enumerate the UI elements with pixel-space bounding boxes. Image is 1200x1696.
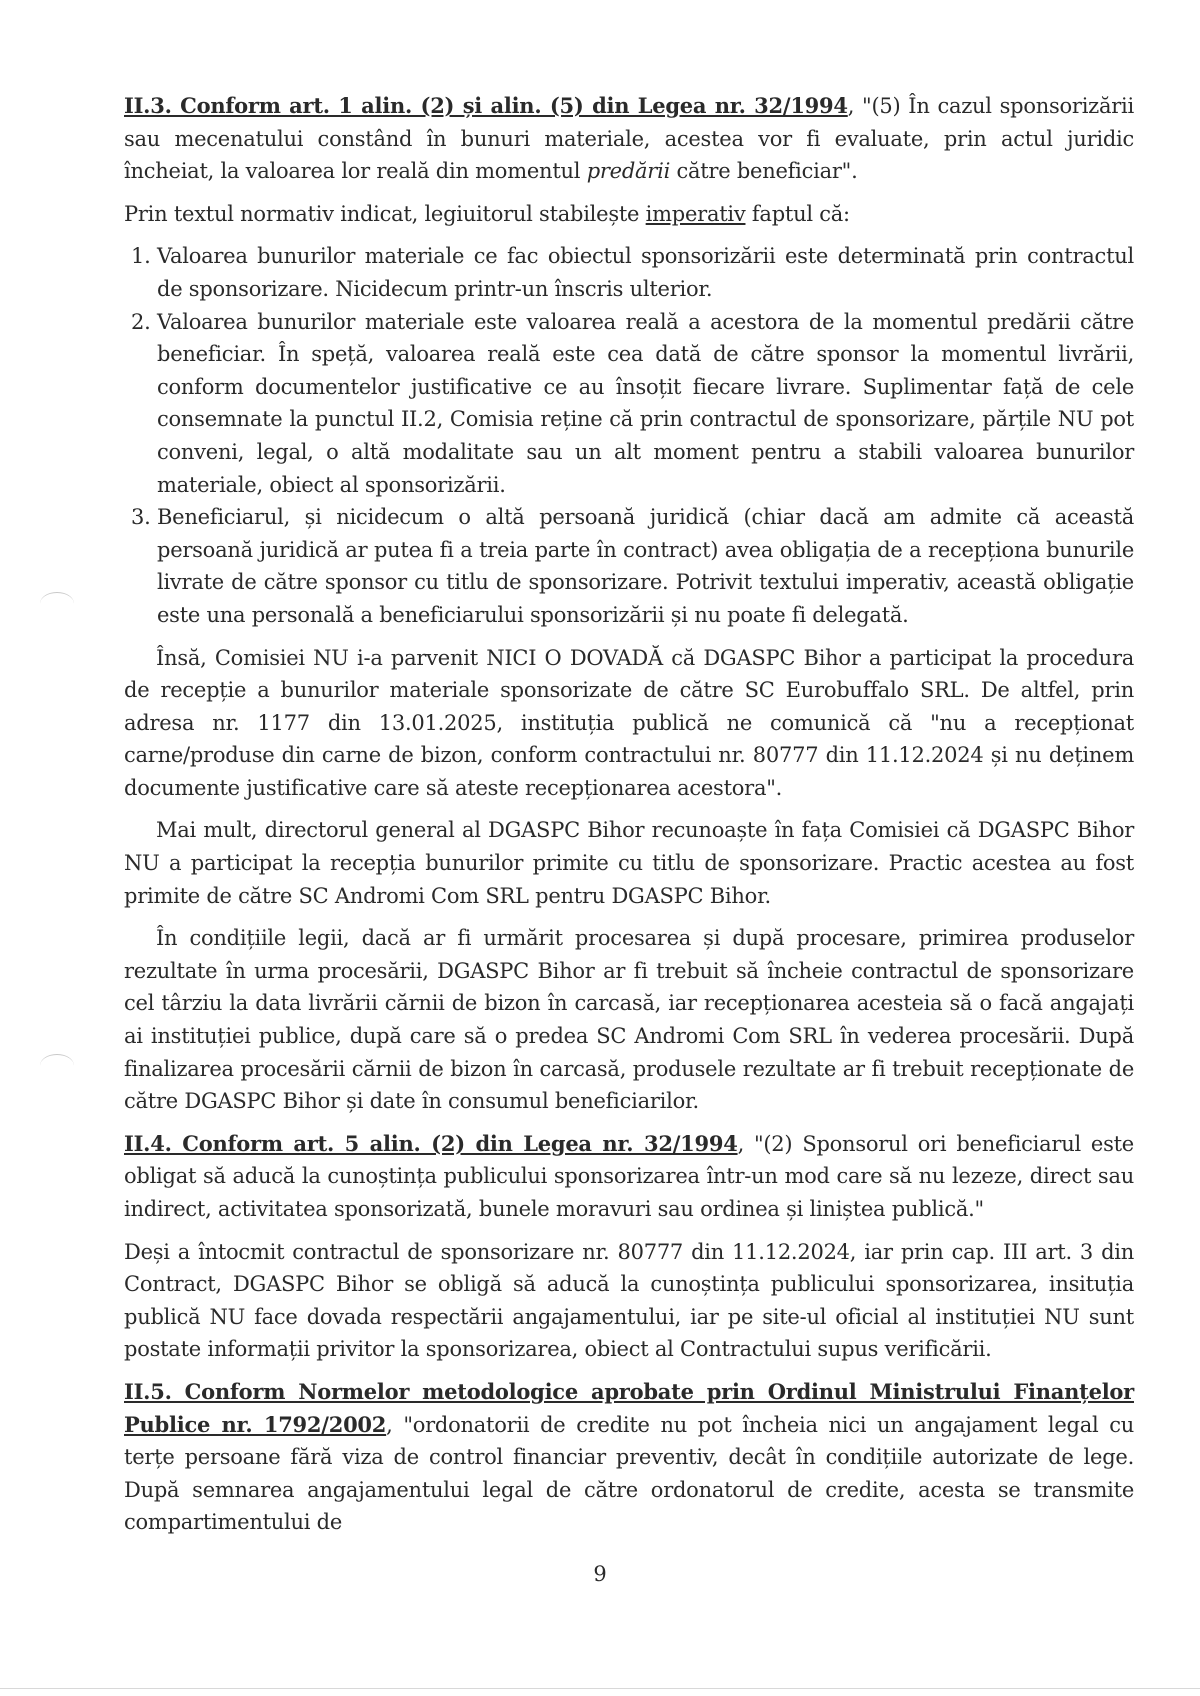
legal-reference: II.5. Conform Normelor metodologice aprobate prin Ordinul Ministrului Finanțelor Publice nr. 1792/2002	[124, 1378, 1134, 1437]
section-ii-4	[124, 1128, 1134, 1226]
paragraph-text: Prin textul normativ indicat, legiuitorul stabilește	[124, 201, 646, 226]
legal-reference: II.4. Conform art. 5 alin. (2) din Legea nr. 32/1994	[124, 1130, 738, 1156]
paragraph: În condițiile legii, dacă ar fi urmărit procesarea și după procesare, primirea produselor rezultate în urma procesării, DGASPC Bihor ar fi trebuit să încheie contractul de sponsorizare cel târziu la data livrării cărnii de bizon în carcasă, iar recepționarea acesteia să o facă angajați ai instituției publice, după care să o predea SC Andromi Com SRL în vederea procesării. După finalizarea procesării cărnii de bizon în carcasă, produsele rezultate ar fi trebuit recepționate de către DGASPC Bihor și date în consumul beneficiarilor.	[124, 926, 1134, 1114]
binder-hole-mark	[40, 1054, 74, 1077]
document-body	[124, 90, 1134, 1549]
section-ii-5	[124, 1376, 1134, 1539]
binder-hole-mark	[40, 592, 74, 615]
scan-edge-line	[0, 1688, 1200, 1689]
paragraph-text: către beneficiar".	[670, 159, 858, 184]
underlined-word: imperativ	[645, 201, 746, 226]
list-item: 3. Beneficiarul, și nicidecum o altă persoană juridică (chiar dacă am admite că această persoană juridică ar putea fi a treia parte în contract) avea obligația de a recepționa bunurile livrate de către sponsor cu titlu de sponsorizare. Potrivit textului imperativ, această obligație este una personală a beneficiarului sponsorizării și nu poate fi delegată.	[157, 501, 1134, 631]
intro-paragraph	[124, 198, 1134, 231]
paragraph-text: , "ordonatorii de credite nu pot încheia nici un angajament legal cu terțe persoane fără viza de control financiar preventiv, decât în condițiile autorizate de lege. După semnarea angajamentului legal de către ordonatorul de credite, acesta se transmite compartimentului de	[124, 1412, 1134, 1535]
paragraph-text: , "(5) În cazul sponsorizării sau mecenatului constând în bunuri materiale, acestea vor fi evaluate, prin actul juridic încheiat, la valoarea lor reală din momentul	[124, 94, 1134, 184]
legal-reference: II.3. Conform art. 1 alin. (2) și alin. (5) din Legea nr. 32/1994	[124, 93, 848, 118]
emphasized-word: predării	[586, 159, 671, 184]
list-item: 1. Valoarea bunurilor materiale ce fac obiectul sponsorizării este determinată prin contractul de sponsorizare. Nicidecum printr-un înscris ulterior.	[157, 240, 1134, 305]
paragraph: Mai mult, directorul general al DGASPC Bihor recunoaște în fața Comisiei că DGASPC Bihor NU a participat la recepția bunurilor primite cu titlu de sponsorizare. Practic acestea au fost primite de către SC Andromi Com SRL pentru DGASPC Bihor.	[124, 818, 1134, 908]
paragraph: Însă, Comisiei NU i-a parvenit NICI O DOVADĂ că DGASPC Bihor a participat la procedura de recepție a bunurilor materiale sponsorizate de către SC Eurobuffalo SRL. De altfel, prin adresa nr. 1177 din 13.01.2025, instituția publică ne comunică că "nu a recepționat carne/produse din carne de bizon, conform contractului nr. 80777 din 11.12.2024 și nu deținem documente justificative care să ateste recepționarea acestora".	[124, 645, 1134, 800]
paragraph: Deși a întocmit contractul de sponsorizare nr. 80777 din 11.12.2024, iar prin cap. III art. 3 din Contract, DGASPC Bihor se obligă să aducă la cunoștința publicului sponsorizarea, insituția publică NU face dovada respectării angajamentului, iar pe site-ul oficial al instituției NU sunt postate informații privitor la sponsorizarea, obiect al Contractului supus verificării.	[124, 1239, 1134, 1362]
paragraph-text: , "(2) Sponsorul ori beneficiarul este obligat să aducă la cunoștința publicului sponsorizarea într-un mod care să nu lezeze, direct sau indirect, activitatea sponsorizată, bunele moravuri sau ordinea și liniștea publică."	[124, 1131, 1134, 1221]
section-ii-3	[124, 90, 1134, 188]
page-number: 9	[593, 1562, 607, 1586]
list-item: 2. Valoarea bunurilor materiale este valoarea reală a acestora de la momentul predării către beneficiar. În speță, valoarea reală este cea dată de către sponsor la momentul livrării, conform documentelor justificative ce au însoțit fiecare livrare. Suplimentar față de cele consemnate la punctul II.2, Comisia reține că prin contractul de sponsorizare, părțile NU pot conveni, legal, o altă modalitate sau un alt moment pentru a stabili valoarea bunurilor materiale, obiect al sponsorizării.	[157, 306, 1134, 502]
paragraph-text: faptul că:	[745, 201, 850, 226]
numbered-list	[124, 240, 1134, 631]
